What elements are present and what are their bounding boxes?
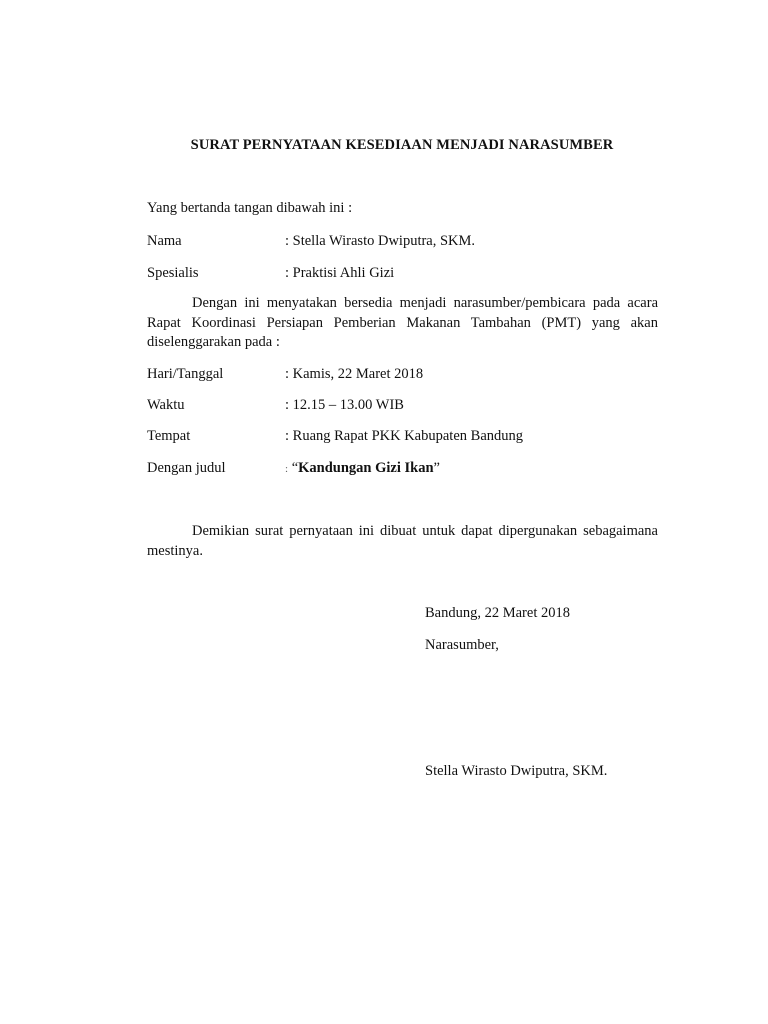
topic-label: Dengan judul — [147, 460, 226, 476]
signature-place-date: Bandung, 22 Maret 2018 — [425, 605, 570, 621]
place-row — [147, 427, 659, 445]
time-label: Waktu — [147, 397, 185, 413]
place-value: : Ruang Rapat PKK Kabupaten Bandung — [285, 428, 524, 444]
time-value: : 12.15 – 13.00 WIB — [285, 397, 404, 413]
letter-title: SURAT PERNYATAAN KESEDIAAN MENJADI NARASUMBER — [190, 137, 614, 153]
name-row — [147, 232, 659, 250]
date-row — [147, 365, 659, 383]
name-value: : Stella Wirasto Dwiputra, SKM. — [285, 233, 476, 249]
topic-row — [147, 459, 659, 478]
place-label: Tempat — [147, 428, 191, 444]
closing-paragraph — [147, 522, 658, 561]
time-row — [147, 396, 659, 414]
intro-text: Yang bertanda tangan dibawah ini : — [147, 200, 353, 216]
signature-role: Narasumber, — [425, 637, 499, 653]
specialist-label: Spesialis — [147, 265, 199, 281]
name-label: Nama — [147, 233, 182, 249]
topic-value: Kandungan Gizi Ikan — [298, 460, 434, 476]
statement-text: Dengan ini menyatakan bersedia menjadi narasumber/pembicara pada acara Rapat Koordinasi Persiapan Pemberian Makanan Tambahan (PMT) yang akan diselenggarakan pada : — [147, 295, 658, 350]
statement-paragraph — [147, 294, 658, 353]
topic-open-quote: “ — [288, 460, 299, 476]
signature-name: Stella Wirasto Dwiputra, SKM. — [425, 763, 608, 779]
closing-text: Demikian surat pernyataan ini dibuat untuk dapat dipergunakan sebagaimana mestinya. — [147, 523, 658, 559]
date-label: Hari/Tanggal — [147, 366, 224, 382]
topic-close-quote: ” — [433, 460, 440, 476]
specialist-row — [147, 264, 659, 282]
specialist-value: : Praktisi Ahli Gizi — [285, 265, 395, 281]
topic-colon: : — [285, 463, 289, 475]
date-value: : Kamis, 22 Maret 2018 — [285, 366, 424, 382]
